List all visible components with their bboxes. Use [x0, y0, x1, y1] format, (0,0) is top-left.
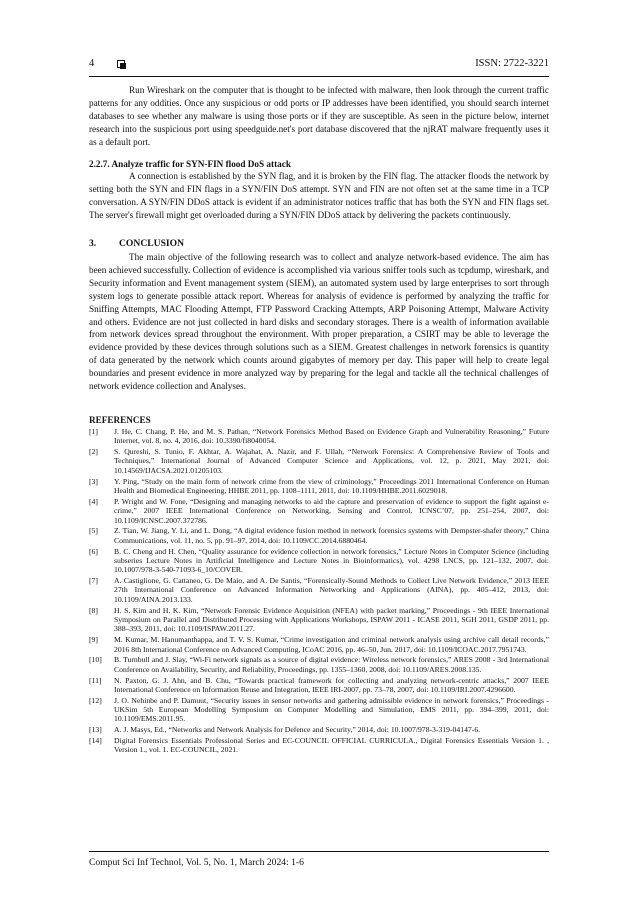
issn-label: ISSN: 2722-3221	[475, 58, 549, 69]
reference-text: Y. Ping, “Study on the main form of network crime from the view of criminology,” Proceedings 2011 International Conference on Human Health and Biomedical Engineering, HHBE 2011, pp. 1108–1111, 2011, doi: 10.1109/HHBE.2011.6029018.	[114, 476, 549, 495]
intro-paragraph: Run Wireshark on the computer that is thought to be infected with malware, then look through the current traffic patterns for any oddities. Once any suspicious or odd ports or IP addresses have been identified, you should search internet databases to see whether any malware is using those ports or if they are susceptible. As seen in the picture below, internet research into the suspicious port using speedguide.net's port database discovered that the njRAT malware frequently uses it as a default port.	[89, 85, 549, 147]
reference-number: [11]	[89, 675, 102, 685]
reference-text: N. Paxton, G. J. Ahn, and B. Chu, “Towards practical framework for collecting and analyzing network-centric attacks,” 2007 IEEE International Conference on Information Reuse and Integration, IEEE IRI-2007, pp. 73–78, 2007, doi: 10.1109/IRI.2007.4296600.	[114, 675, 549, 694]
reference-number: [3]	[89, 476, 98, 486]
reference-number: [13]	[89, 725, 102, 735]
reference-number: [6]	[89, 546, 98, 556]
reference-item	[89, 497, 549, 525]
reference-number: [1]	[89, 426, 98, 436]
references-list	[89, 427, 549, 755]
reference-item	[89, 655, 549, 674]
reference-text: J. He, C. Chang, P. He, and M. S. Pathan, “Network Forensics Method Based on Evidence Graph and Vulnerability Reasoning,” Future Internet, vol. 8, no. 4, 2016, doi: 10.3390/fi8040054.	[114, 426, 549, 446]
reference-number: [7]	[89, 576, 98, 586]
conclusion-paragraph: The main objective of the following research was to collect and analyze network-based evidence. The aim has been achieved successfully. Collection of evidence is accomplished via various sniffer tools such as tcpdump, wireshark, and Security information and Event management system (SIEM), an automated system used by large enterprises to sort through system logs to generate possible attack report. Whereas for analysis of evidence is performed by analyzing the traffic for Sniffing Attempts, MAC Flooding Attempt, FTP Password Cracking Attempts, ARP Poisoning Attempt, Malware Activity and others. Evidence are not just collected in hard disks and secondary storages. There is a wealth of information available from network devices spread throughout the environment. With proper preparation, a CSIRT may be able to leverage the evidence provided by these devices through solutions such as a SIEM. Greatest challenges in network forensics is quantity of data generated by the network which counts around gigabytes of memory per day. This paper will help to create legal boundaries and present evidence in more analyzed way by preparing for the legal and tackle all the technical challenges of network evidence collection and Analyses.	[89, 251, 549, 392]
subsection-paragraph: A connection is established by the SYN flag, and it is broken by the FIN flag. The attacker floods the network by setting both the SYN and FIN flags in a SYN/FIN DoS attempt. SYN and FIN are not often set at the same time in a TCP conversation. A SYN/FIN DDoS attack is evident if an administrator notices traffic that has both the SYN and FIN flags set. The server's firewall might get overloaded during a SYN/FIN DDoS attack by delivering the packets continuously.	[89, 171, 549, 221]
page-header	[89, 58, 549, 76]
reference-text: S. Qureshi, S. Tunio, F. Akhtar, A. Wajahat, A. Nazir, and F. Ullah, “Network Forensics: A Comprehensive Review of Tools and Techniques,” International Journal of Advanced Computer Science and Applications, vol. 12, p. 2021, May 2021, doi: 10.14569/IJACSA.2021.01205103.	[114, 447, 549, 475]
reference-text: H. S. Kim and H. K. Kim, “Network Forensic Evidence Acquisition (NFEA) with packet marking,” Proceedings - 9th IEEE International Symposium on Parallel and Distributed Processing with Applications Workshops, ISPAW 2011 - ICASE 2011, SGH 2011, GSDP 2011, pp. 388–393, 2011, doi: 10.1109/ISPAW.2011.27.	[114, 605, 549, 634]
footer-divider	[89, 851, 549, 852]
reference-text: A. Castiglione, G. Cattaneo, G. De Maio, and A. De Santis, “Forensically-Sound Methods to Collect Live Network Evidence,” 2013 IEEE 27th International Conference on Advanced Information Networking and Applications (AINA), pp. 405–412, 2013, doi: 10.1109/AINA.2013.133.	[114, 576, 549, 604]
footer-citation: Comput Sci Inf Technol, Vol. 5, No. 1, March 2024: 1-6	[89, 857, 304, 868]
section-heading	[89, 238, 549, 251]
reference-item	[89, 736, 549, 755]
reference-item	[89, 547, 549, 575]
reference-item	[89, 447, 549, 475]
reference-number: [8]	[89, 605, 98, 615]
reference-item	[89, 676, 549, 695]
reference-text: Digital Forensics Essentials Professional Series and EC-COUNCIL OFFICIAL CURRICULA., Digital Forensics Essentials Version 1. , Version 1., vol. 1. EC-COUNCIL, 2021.	[114, 736, 549, 755]
subsection-heading: 2.2.7. Analyze traffic for SYN-FIN flood DoS attack	[89, 158, 291, 169]
references-heading: REFERENCES	[89, 414, 151, 425]
reference-text: P. Wright and W. Fone, “Designing and managing networks to aid the capture and preservation of evidence to support the fight against e-crime,” 2007 IEEE International Conference on Networking, Sensing and Control, ICNSC’07, pp. 251–254, 2007, doi: 10.1109/ICNSC.2007.372786.	[114, 496, 549, 525]
reference-item	[89, 635, 549, 654]
reference-number: [5]	[89, 526, 98, 536]
section-title: CONCLUSION	[119, 238, 185, 250]
page-number: 4	[89, 58, 95, 69]
reference-number: [4]	[89, 496, 98, 506]
section-number: 3.	[89, 238, 97, 250]
reference-text: M. Kumar, M. Hanumanthappa, and T. V. S. Kumar, “Crime investigation and criminal network analysis using archive call detail records,” 2016 8th International Conference on Advanced Computing, ICoAC 2016, pp. 46–50, Jun. 2017, doi: 10.1109/ICOAC.2017.7951743.	[114, 635, 549, 654]
reference-item	[89, 606, 549, 634]
reference-text: B. Turnbull and J. Slay, “Wi-Fi network signals as a source of digital evidence: Wireless network forensics,” ARES 2008 - 3rd International Conference on Availability, Security, and Reliability, Proceedings, pp. 1355–1360, 2008, doi: 10.1109/ARES.2008.135.	[114, 655, 549, 674]
reference-number: [12]	[89, 695, 102, 705]
reference-item	[89, 725, 549, 734]
reference-number: [10]	[89, 655, 102, 665]
reference-text: A. J. Masys, Ed., “Networks and Network Analysis for Defence and Security,” 2014, doi: 10.1007/978-3-319-04147-6.	[114, 725, 481, 735]
reference-number: [2]	[89, 447, 98, 457]
reference-number: [14]	[89, 736, 102, 746]
reference-text: Z. Tian, W. Jiang, Y. Li, and L. Dong, “A digital evidence fusion method in network forensics systems with Dempster-shafer theory,” China Communications, vol. 11, no. 5, pp. 91–97, 2014, doi: 10.1109/CC.2014.6880464.	[114, 526, 549, 545]
reference-text: B. C. Cheng and H. Chen, “Quality assurance for evidence collection in network forensics,” Lecture Notes in Computer Science (including subseries Lecture Notes in Artificial Intelligence and Lecture Notes in Bioinformatics), vol. 4298 LNCS, pp. 121–132, 2007, doi: 10.1007/978-3-540-71093-6_10/COVER.	[114, 546, 549, 575]
reference-item	[89, 477, 549, 496]
reference-item	[89, 576, 549, 604]
page-body	[89, 84, 549, 756]
reference-item	[89, 526, 549, 545]
reference-text: J. O. Nehinbe and P. Damuut, “Security issues in sensor networks and gathering admissible evidence in network forensics,” Proceedings - UKSim 5th European Modelling Symposium on Computer Modelling and Simulation, EMS 2011, pp. 394–399, 2011, doi: 10.1109/EMS.2011.95.	[114, 695, 549, 724]
reference-number: [9]	[89, 635, 98, 645]
reference-item	[89, 427, 549, 446]
square-bullet-icon	[117, 60, 125, 68]
reference-item	[89, 696, 549, 724]
header-divider	[89, 76, 549, 77]
